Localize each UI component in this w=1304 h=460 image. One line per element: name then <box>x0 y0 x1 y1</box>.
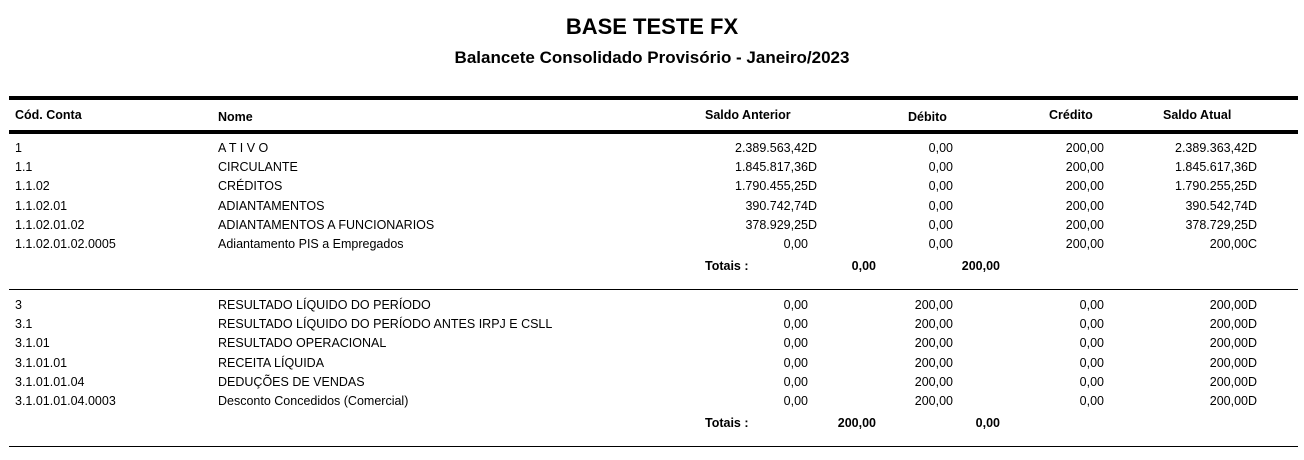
previous-balance: 0,00 <box>783 374 808 389</box>
debit-value: 200,00 <box>914 317 953 332</box>
current-balance: 1.790.255,25 <box>1175 179 1248 194</box>
ledger-row <box>0 199 1304 218</box>
previous-balance: 0,00 <box>783 336 808 351</box>
debit-value: 0,00 <box>928 198 953 213</box>
previous-balance: 0,00 <box>783 355 808 370</box>
column-header-credit: Crédito <box>1049 108 1093 122</box>
column-header-code: Cód. Conta <box>15 108 82 122</box>
account-code: 3.1.01 <box>15 336 50 351</box>
current-balance-side: D <box>1248 298 1258 312</box>
debit-value: 200,00 <box>914 394 953 408</box>
account-name: ADIANTAMENTOS A FUNCIONARIOS <box>218 217 435 232</box>
current-balance: 378.729,25 <box>1185 217 1248 232</box>
totals-debit: 0,00 <box>851 259 876 273</box>
credit-value: 0,00 <box>1079 317 1104 332</box>
previous-balance: 1.790.455,25 <box>735 179 808 194</box>
current-balance-side: D <box>1248 336 1258 351</box>
account-code: 1.1.02 <box>15 179 50 194</box>
credit-value: 0,00 <box>1079 374 1104 389</box>
account-name: RESULTADO LÍQUIDO DO PERÍODO ANTES IRPJ E CSLL <box>218 317 553 332</box>
ledger-row <box>0 336 1304 355</box>
current-balance: 200,00 <box>1209 355 1248 370</box>
previous-balance: 2.389.563,42 <box>735 141 808 155</box>
account-name: RECEITA LÍQUIDA <box>218 355 325 370</box>
ledger-row <box>0 375 1304 394</box>
credit-value: 200,00 <box>1065 160 1104 175</box>
credit-value: 200,00 <box>1065 141 1104 155</box>
header-bottom-rule <box>9 130 1298 134</box>
debit-value: 0,00 <box>928 141 953 155</box>
account-code: 1.1.02.01.02.0005 <box>15 237 116 251</box>
current-balance: 200,00 <box>1209 336 1248 351</box>
report-subtitle: Balancete Consolidado Provisório - Janeiro/2023 <box>454 48 850 67</box>
debit-value: 200,00 <box>914 298 953 312</box>
credit-value: 200,00 <box>1065 217 1104 232</box>
account-code: 1.1 <box>15 160 33 175</box>
current-balance: 390.542,74 <box>1185 198 1248 213</box>
account-name: CRÉDITOS <box>218 179 283 194</box>
section-rule <box>9 289 1298 290</box>
current-balance-side: D <box>1248 374 1258 389</box>
current-balance: 200,00 <box>1209 298 1248 312</box>
account-name: Desconto Concedidos (Comercial) <box>218 394 409 408</box>
debit-value: 0,00 <box>928 217 953 232</box>
account-code: 3.1.01.01.04.0003 <box>15 394 116 408</box>
current-balance-side: D <box>1248 141 1258 155</box>
debit-value: 0,00 <box>928 160 953 175</box>
account-code: 1.1.02.01 <box>15 198 68 213</box>
totals-label: Totais : <box>705 416 749 430</box>
current-balance: 200,00 <box>1209 374 1248 389</box>
ledger-row <box>0 179 1304 198</box>
column-header-name: Nome <box>218 110 253 124</box>
debit-value: 200,00 <box>914 355 953 370</box>
account-name: Adiantamento PIS a Empregados <box>218 237 404 251</box>
account-code: 1.1.02.01.02 <box>15 217 85 232</box>
account-name: DEDUÇÕES DE VENDAS <box>218 374 365 389</box>
current-balance-side: D <box>1248 179 1258 194</box>
credit-value: 0,00 <box>1079 298 1104 312</box>
debit-value: 0,00 <box>928 237 953 251</box>
previous-balance: 0,00 <box>783 298 808 312</box>
previous-balance-side: D <box>808 179 818 194</box>
account-name: ADIANTAMENTOS <box>218 198 325 213</box>
ledger-row <box>0 237 1304 256</box>
ledger-row <box>0 394 1304 413</box>
header-top-rule <box>9 96 1298 100</box>
current-balance-side: C <box>1248 237 1258 251</box>
ledger-row <box>0 317 1304 336</box>
debit-value: 200,00 <box>914 336 953 351</box>
totals-credit: 200,00 <box>961 259 1000 273</box>
debit-value: 0,00 <box>928 179 953 194</box>
ledger-row <box>0 141 1304 160</box>
previous-balance: 390.742,74 <box>745 198 808 213</box>
current-balance-side: D <box>1248 217 1258 232</box>
column-header-current-balance: Saldo Atual <box>1163 108 1232 122</box>
account-name: A T I V O <box>218 141 269 155</box>
previous-balance: 378.929,25 <box>745 217 808 232</box>
current-balance-side: D <box>1248 160 1258 175</box>
report-title: BASE TESTE FX <box>565 14 739 39</box>
account-code: 1 <box>15 141 22 155</box>
previous-balance-side: D <box>808 198 818 213</box>
account-code: 3.1 <box>15 317 33 332</box>
totals-credit: 0,00 <box>975 416 1000 430</box>
account-code: 3.1.01.01 <box>15 355 68 370</box>
current-balance: 2.389.363,42 <box>1175 141 1248 155</box>
ledger-row <box>0 160 1304 179</box>
totals-label: Totais : <box>705 259 749 273</box>
previous-balance: 1.845.817,36 <box>735 160 808 175</box>
debit-value: 200,00 <box>914 374 953 389</box>
current-balance-side: D <box>1248 355 1258 370</box>
current-balance-side: D <box>1248 198 1258 213</box>
previous-balance: 0,00 <box>783 237 808 251</box>
credit-value: 0,00 <box>1079 394 1104 408</box>
credit-value: 200,00 <box>1065 198 1104 213</box>
account-name: CIRCULANTE <box>218 160 298 175</box>
ledger-row <box>0 298 1304 317</box>
credit-value: 0,00 <box>1079 336 1104 351</box>
credit-value: 200,00 <box>1065 179 1104 194</box>
previous-balance-side: D <box>808 217 818 232</box>
previous-balance-side: D <box>808 141 818 155</box>
ledger-row <box>0 218 1304 237</box>
current-balance-side: D <box>1248 317 1258 332</box>
column-header-previous-balance: Saldo Anterior <box>705 108 791 122</box>
column-header-debit: Débito <box>908 110 947 124</box>
account-code: 3 <box>15 298 22 312</box>
previous-balance: 0,00 <box>783 394 808 408</box>
current-balance: 200,00 <box>1209 317 1248 332</box>
previous-balance-side: D <box>808 160 818 175</box>
current-balance-side: D <box>1248 394 1258 408</box>
account-name: RESULTADO OPERACIONAL <box>218 336 387 351</box>
credit-value: 0,00 <box>1079 355 1104 370</box>
totals-debit: 200,00 <box>837 416 876 430</box>
credit-value: 200,00 <box>1065 237 1104 251</box>
section-rule <box>9 446 1298 447</box>
current-balance: 200,00 <box>1209 394 1248 408</box>
current-balance: 200,00 <box>1209 237 1248 251</box>
account-name: RESULTADO LÍQUIDO DO PERÍODO <box>218 298 431 312</box>
ledger-row <box>0 356 1304 375</box>
previous-balance: 0,00 <box>783 317 808 332</box>
current-balance: 1.845.617,36 <box>1175 160 1248 175</box>
account-code: 3.1.01.01.04 <box>15 374 85 389</box>
